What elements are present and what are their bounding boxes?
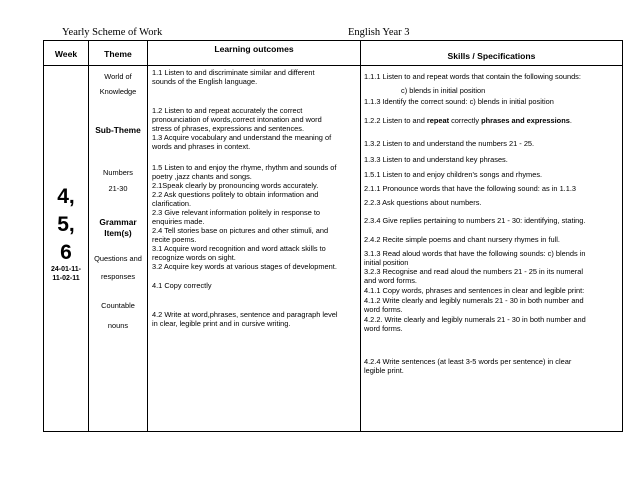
header-row <box>44 41 623 66</box>
theme-cell <box>89 66 148 432</box>
skill-line: 1.3.2 Listen to and understand the numbers 21 - 25. <box>364 139 535 148</box>
learning-line: stress of phrases, expressions and sentences. <box>152 124 304 133</box>
learning-line: 3.1 Acquire word recognition and word attack skills to <box>152 244 326 253</box>
skill-line: 4.1.2 Write clearly and legibly numerals 21 - 30 in both number and <box>364 296 584 305</box>
subject-title: English Year 3 <box>348 27 410 38</box>
theme-text: Countable <box>101 301 135 310</box>
learning-line: 4.1 Copy correctly <box>152 281 212 290</box>
skill-line: 2.1.1 Pronounce words that have the following sound: as in 1.1.3 <box>364 184 577 193</box>
learning-line: 1.3 Acquire vocabulary and understand the meaning of <box>152 133 332 142</box>
learning-line: 3.2 Acquire key words at various stages of development. <box>152 262 337 271</box>
skill-line: 1.1.1 Listen to and repeat words that contain the following sounds: <box>364 72 581 81</box>
skill-line: initial position <box>364 258 409 267</box>
theme-text: Knowledge <box>99 87 137 96</box>
skill-line: legible print. <box>364 366 404 375</box>
skill-line: 1.3.3 Listen to and understand key phrases. <box>364 155 508 164</box>
learning-line: 2.2 Ask questions politely to obtain information and <box>152 190 319 199</box>
theme-text: responses <box>100 272 136 281</box>
skill-line: 4.1.1 Copy words, phrases and sentences in clear and legible print: <box>364 286 585 295</box>
learning-line: 2.4 Tell stories base on pictures and other stimuli, and <box>152 226 329 235</box>
skill-line: 3.2.3 Recognise and read aloud the numbers 21 - 25 in its numeral <box>364 267 583 276</box>
skill-line: 2.3.4 Give replies pertaining to numbers 21 - 30: identifying, stating. <box>364 216 586 225</box>
learning-line: recognize words on sight. <box>152 253 236 262</box>
theme-text: World of <box>104 72 132 81</box>
learning-line: words and phrases in context. <box>152 142 251 151</box>
scheme-table <box>43 40 623 432</box>
learning-line: 2.1Speak clearly by pronouncing words accurately. <box>152 181 319 190</box>
document-title: Yearly Scheme of Work <box>62 27 163 38</box>
skill-line: 1.2.2 Listen to and repeat correctly phrases and expressions. <box>364 116 572 125</box>
learning-line: 1.5 Listen to and enjoy the rhyme, rhythm and sounds of <box>152 163 337 172</box>
week-number-2: 5, <box>57 213 75 236</box>
theme-text: nouns <box>107 321 129 330</box>
skill-line: word forms. <box>364 324 403 333</box>
week-number-1: 4, <box>57 185 75 208</box>
skill-line: word forms. <box>364 305 403 314</box>
skills-cell <box>361 66 623 432</box>
col-header-theme: Theme <box>89 41 148 66</box>
learning-line: pronounciation of words,correct intonation and word <box>152 115 322 124</box>
learning-line: in clear, legible print and in cursive writing. <box>152 319 291 328</box>
learning-line: 1.2 Listen to and repeat accurately the correct <box>152 106 303 115</box>
learning-cell <box>148 66 361 432</box>
learning-line: clarification. <box>152 199 192 208</box>
week-number-3: 6 <box>60 241 72 264</box>
col-header-learning: Learning outcomes <box>148 41 361 66</box>
learning-line: recite poems. <box>152 235 197 244</box>
skill-line: 4.2.2. Write clearly and legibly numerals 21 - 30 in both number and <box>364 315 586 324</box>
theme-text: 21-30 <box>108 184 128 193</box>
grammar-label: Item(s) <box>104 228 132 238</box>
subtheme-label: Sub-Theme <box>95 125 141 135</box>
content-row <box>44 66 623 432</box>
skill-line: 2.2.3 Ask questions about numbers. <box>364 198 482 207</box>
week-cell <box>44 66 89 432</box>
skill-line: 4.2.4 Write sentences (at least 3-5 words per sentence) in clear <box>364 357 572 366</box>
learning-line: sounds of the English language. <box>152 77 258 86</box>
theme-text: Questions and <box>94 254 142 263</box>
learning-line: 4.2 Write at word,phrases, sentence and paragraph level <box>152 310 338 319</box>
week-date-start: 24-01-11- <box>51 266 81 273</box>
col-header-skills: Skills / Specifications <box>361 41 623 66</box>
grammar-label: Grammar <box>99 217 137 227</box>
skill-line: and word forms. <box>364 276 417 285</box>
col-header-week: Week <box>44 41 89 66</box>
skill-line: 3.1.3 Read aloud words that have the following sounds: c) blends in <box>364 249 586 258</box>
skill-line: c) blends in initial position <box>401 86 486 95</box>
skill-line: 1.1.3 Identify the correct sound: c) blends in initial position <box>364 97 554 106</box>
learning-line: poetry ,jazz chants and songs. <box>152 172 252 181</box>
skill-line: 1.5.1 Listen to and enjoy children's songs and rhymes. <box>364 170 543 179</box>
learning-line: enquiries made. <box>152 217 205 226</box>
learning-line: 1.1 Listen to and discriminate similar and different <box>152 68 315 77</box>
skill-line: 2.4.2 Recite simple poems and chant nursery rhymes in full. <box>364 235 560 244</box>
theme-text: Numbers <box>103 168 133 177</box>
week-date-end: 11-02-11 <box>52 275 80 282</box>
learning-line: 2.3 Give relevant information politely in response to <box>152 208 321 217</box>
